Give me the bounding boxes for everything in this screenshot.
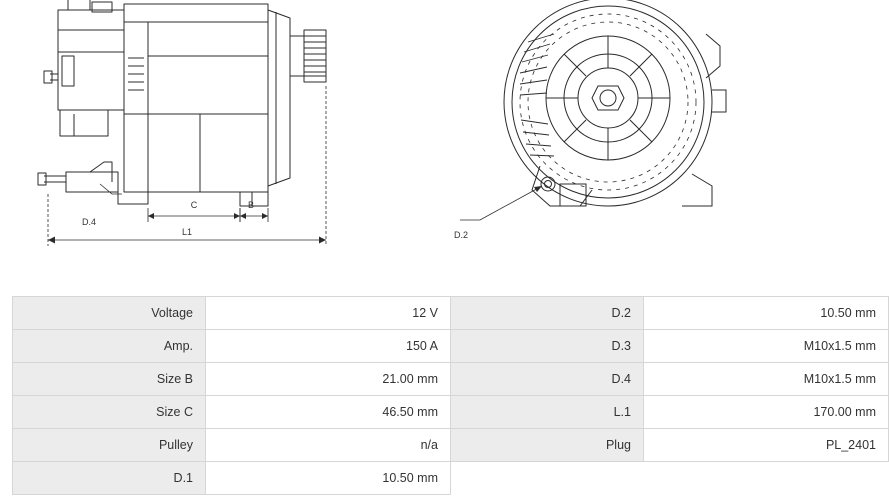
label-l1: L1 (181, 227, 193, 237)
label-c: C (190, 200, 198, 210)
spec-value: PL_2401 (644, 429, 889, 462)
spec-value: 170.00 mm (644, 396, 889, 429)
table-row (13, 297, 889, 330)
label-d2: D.2 (454, 230, 469, 240)
spec-value: M10x1.5 mm (644, 363, 889, 396)
spec-value: 10.50 mm (644, 297, 889, 330)
table-row (13, 429, 889, 462)
spec-label: Plug (451, 429, 644, 462)
table-row (13, 462, 889, 495)
spec-value: 21.00 mm (206, 363, 451, 396)
spec-value: M10x1.5 mm (644, 330, 889, 363)
spec-label: Amp. (13, 330, 206, 363)
spec-label: Size B (13, 363, 206, 396)
spec-value: 10.50 mm (206, 462, 451, 495)
spec-label: D.1 (13, 462, 206, 495)
alternator-side-view (0, 0, 400, 268)
label-b: B (247, 200, 255, 210)
spec-label: L.1 (451, 396, 644, 429)
alternator-front-view (420, 0, 800, 266)
spec-value: 46.50 mm (206, 396, 451, 429)
spec-label: Size C (13, 396, 206, 429)
spec-empty-cell (451, 462, 644, 495)
spec-empty-cell (644, 462, 889, 495)
table-row (13, 330, 889, 363)
spec-label: Voltage (13, 297, 206, 330)
spec-label: Pulley (13, 429, 206, 462)
table-row (13, 396, 889, 429)
spec-value: 12 V (206, 297, 451, 330)
label-d4: D.4 (82, 217, 97, 227)
spec-label: D.4 (451, 363, 644, 396)
spec-value: n/a (206, 429, 451, 462)
specification-table (12, 296, 889, 495)
spec-label: D.2 (451, 297, 644, 330)
table-row (13, 363, 889, 396)
spec-value: 150 A (206, 330, 451, 363)
spec-label: D.3 (451, 330, 644, 363)
